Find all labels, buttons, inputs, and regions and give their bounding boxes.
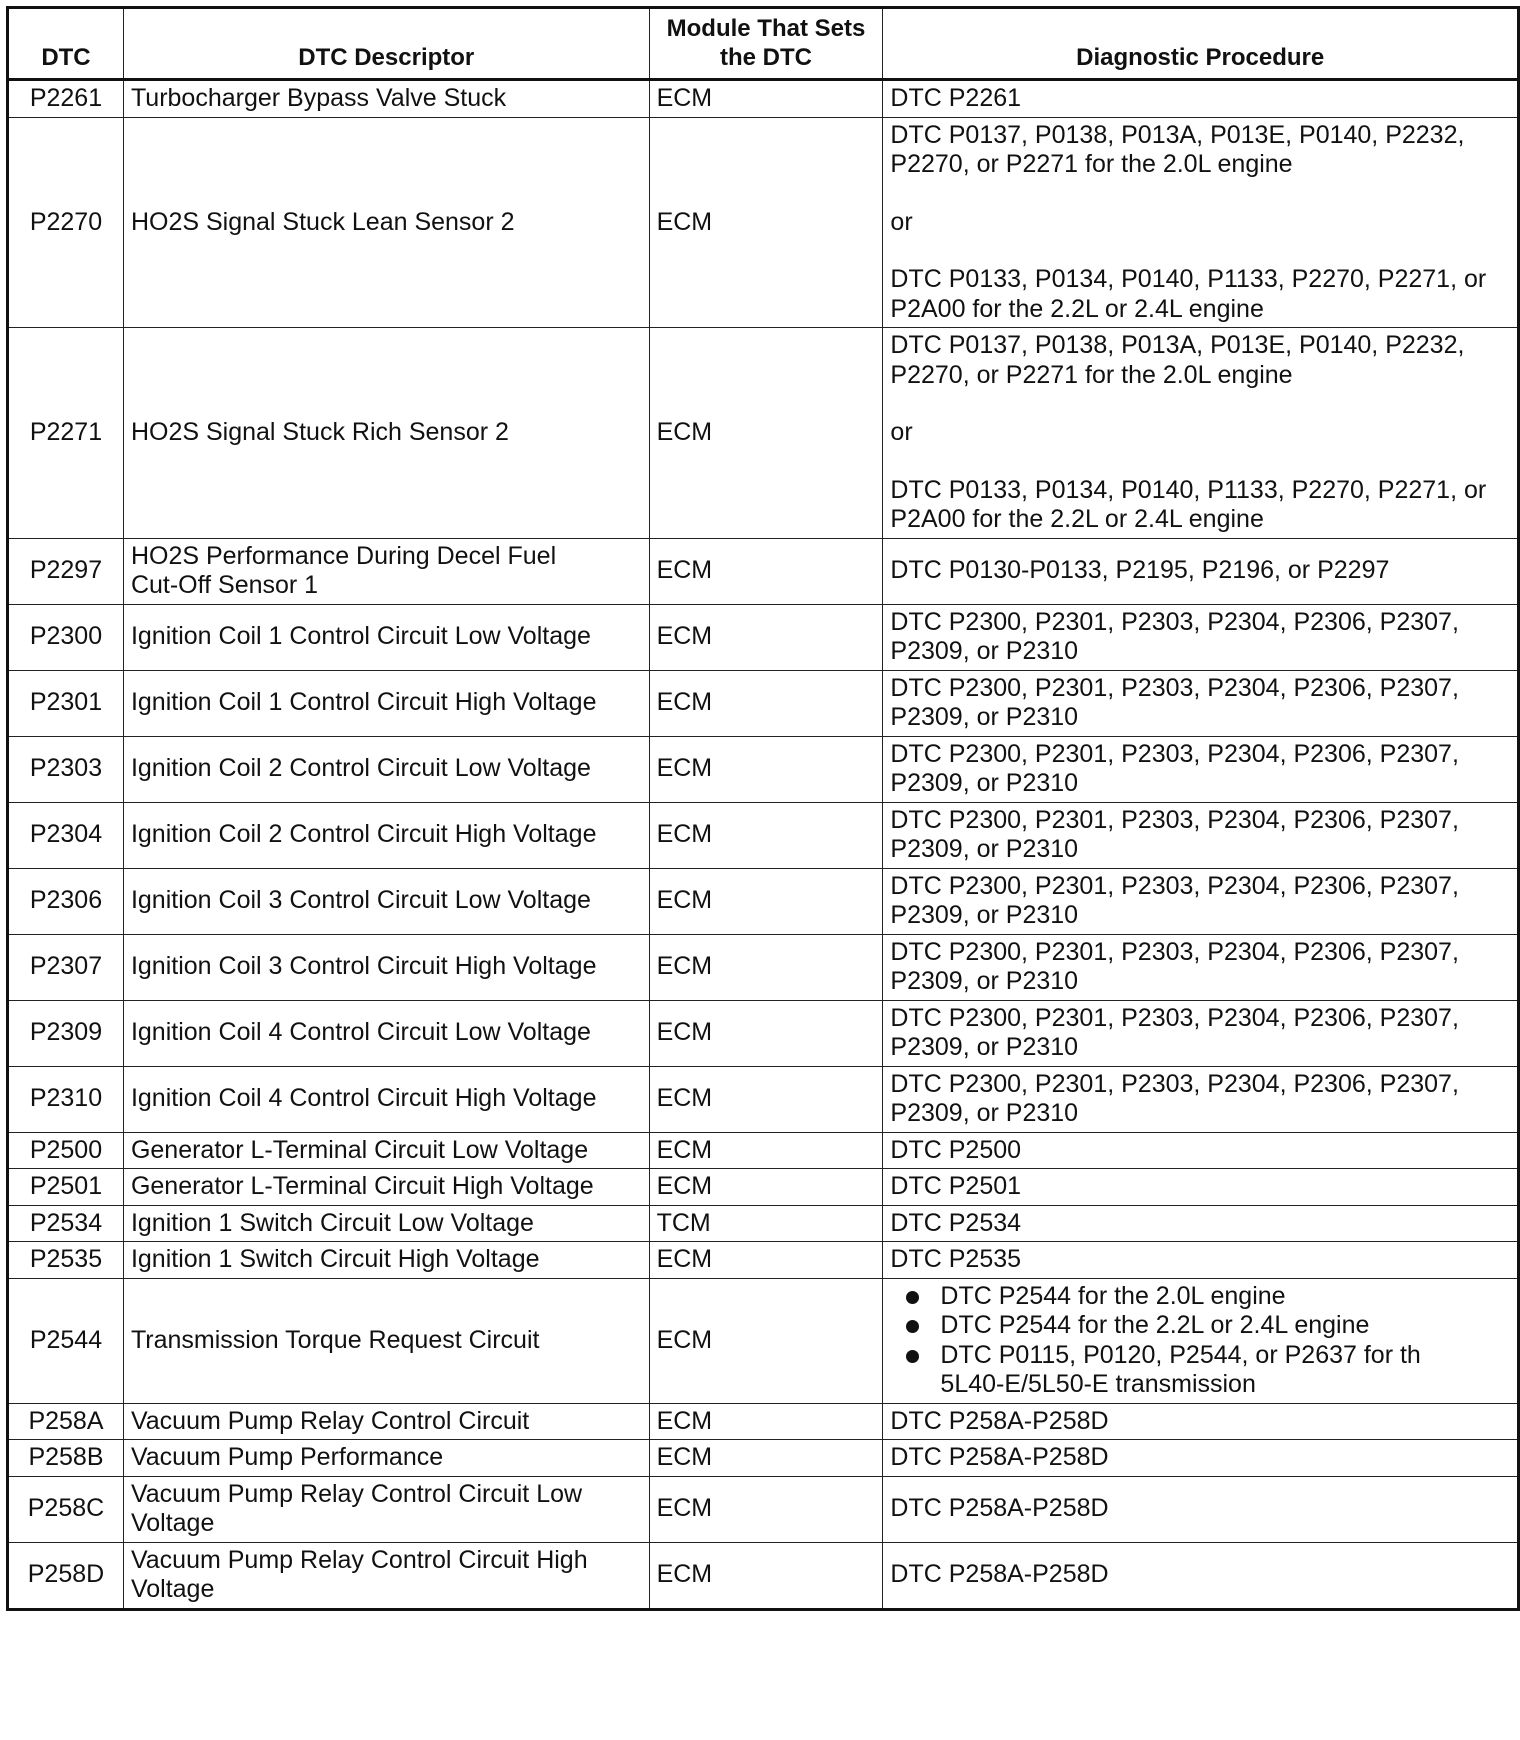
module-cell: ECM (649, 934, 883, 1000)
dtc-descriptor-cell (123, 1169, 649, 1206)
table-row (8, 934, 1519, 1000)
procedure-paragraph (890, 418, 1510, 448)
table-row (8, 736, 1519, 802)
header-procedure: Diagnostic Procedure (883, 8, 1519, 80)
dtc-code-cell: P2306 (8, 868, 124, 934)
module-cell: ECM (649, 538, 883, 604)
table-row (8, 117, 1519, 328)
procedure-line: DTC P0137, P0138, P013A, P013E, P0140, P2232, (890, 120, 1465, 149)
header-module-line-2: the DTC (719, 43, 812, 71)
procedure-line: P2309, or P2310 (890, 901, 1079, 929)
procedure-line: P2309, or P2310 (890, 703, 1079, 731)
descriptor-line: Ignition Coil 3 Control Circuit High Voltage (130, 952, 597, 981)
procedure-line: DTC P258A-P258D (890, 1494, 1109, 1523)
dtc-code-cell: P2304 (8, 802, 124, 868)
procedure-paragraph (890, 674, 1510, 733)
procedure-line: P2270, or P2271 for the 2.0L engine (890, 360, 1293, 389)
procedure-cell (883, 1403, 1519, 1440)
procedure-paragraph (890, 740, 1510, 799)
procedure-cell (883, 1066, 1519, 1132)
table-row (8, 1066, 1519, 1132)
procedure-cell (883, 1476, 1519, 1542)
procedure-paragraph (890, 1494, 1510, 1524)
dtc-code-cell: P2500 (8, 1132, 124, 1169)
procedure-cell (883, 328, 1519, 539)
procedure-paragraph (890, 476, 1510, 535)
table-row (8, 538, 1519, 604)
table-row (8, 80, 1519, 118)
module-cell: ECM (649, 1403, 883, 1440)
procedure-line: DTC P2535 (890, 1245, 1022, 1273)
procedure-paragraph (890, 1245, 1510, 1275)
procedure-cell (883, 1278, 1519, 1403)
procedure-paragraph (890, 1443, 1510, 1473)
header-descriptor: DTC Descriptor (123, 8, 649, 80)
procedure-cell (883, 934, 1519, 1000)
dtc-descriptor-cell (123, 736, 649, 802)
table-row (8, 868, 1519, 934)
procedure-cell (883, 868, 1519, 934)
module-cell: ECM (649, 1169, 883, 1206)
dtc-descriptor-cell (123, 1000, 649, 1066)
dtc-code-cell: P2501 (8, 1169, 124, 1206)
procedure-line: DTC P2300, P2301, P2303, P2304, P2306, P2307, (890, 673, 1459, 702)
descriptor-line: Generator L-Terminal Circuit High Voltage (130, 1172, 594, 1200)
procedure-paragraph (890, 1209, 1510, 1239)
dtc-code-cell: P2301 (8, 670, 124, 736)
procedure-line: P2309, or P2310 (890, 769, 1079, 797)
dtc-code-cell: P258C (8, 1476, 124, 1542)
procedure-line: or (890, 207, 913, 236)
procedure-line: 5L40-E/5L50-E transmission (940, 1370, 1256, 1398)
procedure-line: DTC P0133, P0134, P0140, P1133, P2270, P2271, or (890, 265, 1487, 293)
dtc-descriptor-cell (123, 1066, 649, 1132)
table-row (8, 1278, 1519, 1403)
descriptor-line: Voltage (130, 1575, 215, 1603)
procedure-line: P2270, or P2271 for the 2.0L engine (890, 150, 1293, 178)
procedure-paragraph (890, 1407, 1510, 1437)
descriptor-line: Generator L-Terminal Circuit Low Voltage (130, 1135, 589, 1164)
descriptor-line: HO2S Performance During Decel Fuel (130, 541, 557, 570)
procedure-line: P2A00 for the 2.2L or 2.4L engine (890, 505, 1264, 533)
descriptor-line: Voltage (130, 1509, 215, 1537)
procedure-cell (883, 1132, 1519, 1169)
dtc-code-cell: P258D (8, 1542, 124, 1609)
procedure-paragraph (890, 872, 1510, 931)
table-row (8, 1542, 1519, 1609)
dtc-descriptor-cell (123, 934, 649, 1000)
procedure-cell (883, 1169, 1519, 1206)
table-row (8, 604, 1519, 670)
procedure-line: DTC P2300, P2301, P2303, P2304, P2306, P2307, (890, 937, 1459, 966)
procedure-line: DTC P2500 (890, 1135, 1022, 1164)
procedure-cell (883, 736, 1519, 802)
procedure-cell (883, 1205, 1519, 1242)
dtc-code-cell: P2310 (8, 1066, 124, 1132)
procedure-line: DTC P2261 (890, 84, 1022, 112)
procedure-line: DTC P2300, P2301, P2303, P2304, P2306, P2307, (890, 805, 1459, 834)
procedure-line: DTC P0130-P0133, P2195, P2196, or P2297 (890, 556, 1390, 585)
procedure-line: DTC P0137, P0138, P013A, P013E, P0140, P2232, (890, 331, 1465, 359)
procedure-bullet-item (940, 1311, 1510, 1341)
dtc-code-cell: P258B (8, 1440, 124, 1477)
dtc-descriptor-cell (123, 604, 649, 670)
descriptor-line: Vacuum Pump Relay Control Circuit Low (130, 1479, 583, 1508)
module-cell: ECM (649, 1440, 883, 1477)
dtc-descriptor-cell (123, 802, 649, 868)
module-cell: ECM (649, 80, 883, 118)
descriptor-line: Transmission Torque Request Circuit (130, 1325, 540, 1354)
dtc-descriptor-cell (123, 538, 649, 604)
descriptor-line: Ignition Coil 2 Control Circuit Low Voltage (130, 754, 591, 783)
procedure-line: DTC P2300, P2301, P2303, P2304, P2306, P2307, (890, 607, 1459, 636)
procedure-cell (883, 80, 1519, 118)
table-row (8, 1000, 1519, 1066)
procedure-line: DTC P2534 (890, 1208, 1022, 1237)
procedure-cell (883, 117, 1519, 328)
procedure-cell (883, 538, 1519, 604)
procedure-line: DTC P2544 for the 2.0L engine (940, 1281, 1286, 1310)
module-cell: ECM (649, 604, 883, 670)
descriptor-line: Ignition 1 Switch Circuit Low Voltage (130, 1208, 534, 1237)
descriptor-line: Vacuum Pump Relay Control Circuit (130, 1406, 530, 1435)
procedure-paragraph (890, 1172, 1510, 1202)
procedure-bullet-item (940, 1282, 1510, 1312)
procedure-paragraph (890, 806, 1510, 865)
module-cell: ECM (649, 1066, 883, 1132)
dtc-code-cell: P2270 (8, 117, 124, 328)
procedure-line: P2309, or P2310 (890, 1099, 1079, 1127)
procedure-line: P2309, or P2310 (890, 835, 1079, 863)
procedure-paragraph (890, 1070, 1510, 1129)
dtc-code-cell: P258A (8, 1403, 124, 1440)
procedure-line: or (890, 418, 913, 446)
procedure-line: P2A00 for the 2.2L or 2.4L engine (890, 294, 1264, 323)
dtc-code-cell: P2309 (8, 1000, 124, 1066)
procedure-paragraph (890, 84, 1510, 114)
procedure-line: DTC P2501 (890, 1172, 1022, 1200)
descriptor-line: Ignition Coil 4 Control Circuit Low Voltage (130, 1018, 591, 1047)
dtc-descriptor-cell (123, 1205, 649, 1242)
dtc-code-cell: P2261 (8, 80, 124, 118)
dtc-descriptor-cell (123, 1242, 649, 1279)
descriptor-line: Ignition Coil 4 Control Circuit High Voltage (130, 1084, 597, 1113)
module-cell: ECM (649, 1476, 883, 1542)
module-cell: ECM (649, 328, 883, 539)
dtc-code-cell: P2271 (8, 328, 124, 539)
descriptor-line: Ignition Coil 1 Control Circuit Low Voltage (130, 622, 591, 651)
dtc-code-cell: P2544 (8, 1278, 124, 1403)
procedure-paragraph (890, 608, 1510, 667)
procedure-cell (883, 1440, 1519, 1477)
procedure-paragraph (890, 556, 1510, 586)
table-row (8, 1205, 1519, 1242)
procedure-cell (883, 1542, 1519, 1609)
dtc-descriptor-cell (123, 1440, 649, 1477)
procedure-cell (883, 1242, 1519, 1279)
header-module-line-1: Module That Sets (666, 15, 866, 43)
descriptor-line: Ignition Coil 2 Control Circuit High Voltage (130, 820, 597, 849)
dtc-code-cell: P2297 (8, 538, 124, 604)
dtc-descriptor-cell (123, 80, 649, 118)
descriptor-line: Vacuum Pump Relay Control Circuit High (130, 1545, 588, 1574)
table-row (8, 1440, 1519, 1477)
dtc-code-cell: P2300 (8, 604, 124, 670)
dtc-code-cell: P2535 (8, 1242, 124, 1279)
procedure-bullet-list (890, 1282, 1510, 1400)
header-row (8, 8, 1519, 80)
table-row (8, 670, 1519, 736)
procedure-paragraph (890, 331, 1510, 390)
dtc-descriptor-cell (123, 1132, 649, 1169)
procedure-line: DTC P0133, P0134, P0140, P1133, P2270, P2271, or (890, 475, 1487, 504)
descriptor-line: HO2S Signal Stuck Rich Sensor 2 (130, 418, 509, 446)
dtc-descriptor-cell (123, 1403, 649, 1440)
table-row (8, 1169, 1519, 1206)
descriptor-line: Ignition Coil 3 Control Circuit Low Voltage (130, 886, 591, 915)
descriptor-line: Ignition 1 Switch Circuit High Voltage (130, 1245, 540, 1273)
procedure-line: DTC P2300, P2301, P2303, P2304, P2306, P2307, (890, 739, 1459, 768)
dtc-code-cell: P2534 (8, 1205, 124, 1242)
table-row (8, 1242, 1519, 1279)
procedure-cell (883, 604, 1519, 670)
dtc-descriptor-cell (123, 868, 649, 934)
procedure-paragraph (890, 208, 1510, 238)
procedure-line: P2309, or P2310 (890, 967, 1079, 995)
dtc-code-cell: P2303 (8, 736, 124, 802)
procedure-paragraph (890, 938, 1510, 997)
descriptor-line: HO2S Signal Stuck Lean Sensor 2 (130, 207, 515, 236)
procedure-line: P2309, or P2310 (890, 1033, 1079, 1061)
procedure-cell (883, 802, 1519, 868)
module-cell: ECM (649, 117, 883, 328)
procedure-line: DTC P0115, P0120, P2544, or P2637 for th (940, 1340, 1421, 1369)
table-body (8, 80, 1519, 1610)
dtc-descriptor-cell (123, 1476, 649, 1542)
descriptor-line: Turbocharger Bypass Valve Stuck (130, 84, 507, 112)
procedure-line: DTC P2300, P2301, P2303, P2304, P2306, P2307, (890, 1069, 1459, 1098)
procedure-paragraph (890, 265, 1510, 324)
procedure-line: DTC P258A-P258D (890, 1443, 1109, 1471)
module-cell: TCM (649, 1205, 883, 1242)
dtc-table (6, 6, 1520, 1611)
module-cell: ECM (649, 1132, 883, 1169)
table-row (8, 1403, 1519, 1440)
module-cell: ECM (649, 1000, 883, 1066)
dtc-descriptor-cell (123, 328, 649, 539)
dtc-descriptor-cell (123, 1278, 649, 1403)
procedure-line: DTC P2300, P2301, P2303, P2304, P2306, P2307, (890, 1003, 1459, 1032)
procedure-cell (883, 670, 1519, 736)
dtc-code-cell: P2307 (8, 934, 124, 1000)
table-row (8, 328, 1519, 539)
module-cell: ECM (649, 736, 883, 802)
header-dtc: DTC (8, 8, 124, 80)
dtc-descriptor-cell (123, 117, 649, 328)
module-cell: ECM (649, 802, 883, 868)
procedure-paragraph (890, 1136, 1510, 1166)
module-cell: ECM (649, 1242, 883, 1279)
dtc-descriptor-cell (123, 670, 649, 736)
dtc-descriptor-cell (123, 1542, 649, 1609)
procedure-paragraph (890, 1004, 1510, 1063)
procedure-paragraph (890, 121, 1510, 180)
module-cell: ECM (649, 868, 883, 934)
module-cell: ECM (649, 670, 883, 736)
procedure-bullet-item (940, 1341, 1510, 1400)
table-row (8, 1476, 1519, 1542)
descriptor-line: Ignition Coil 1 Control Circuit High Voltage (130, 688, 597, 717)
procedure-paragraph (890, 1560, 1510, 1590)
procedure-line: DTC P258A-P258D (890, 1406, 1109, 1435)
descriptor-line: Cut-Off Sensor 1 (130, 571, 319, 599)
module-cell: ECM (649, 1542, 883, 1609)
header-module (649, 8, 883, 80)
procedure-line: DTC P258A-P258D (890, 1560, 1109, 1589)
table-row (8, 1132, 1519, 1169)
table-row (8, 802, 1519, 868)
procedure-line: P2309, or P2310 (890, 637, 1079, 665)
descriptor-line: Vacuum Pump Performance (130, 1443, 444, 1471)
procedure-cell (883, 1000, 1519, 1066)
procedure-line: DTC P2300, P2301, P2303, P2304, P2306, P2307, (890, 871, 1459, 900)
module-cell: ECM (649, 1278, 883, 1403)
procedure-line: DTC P2544 for the 2.2L or 2.4L engine (940, 1311, 1370, 1339)
